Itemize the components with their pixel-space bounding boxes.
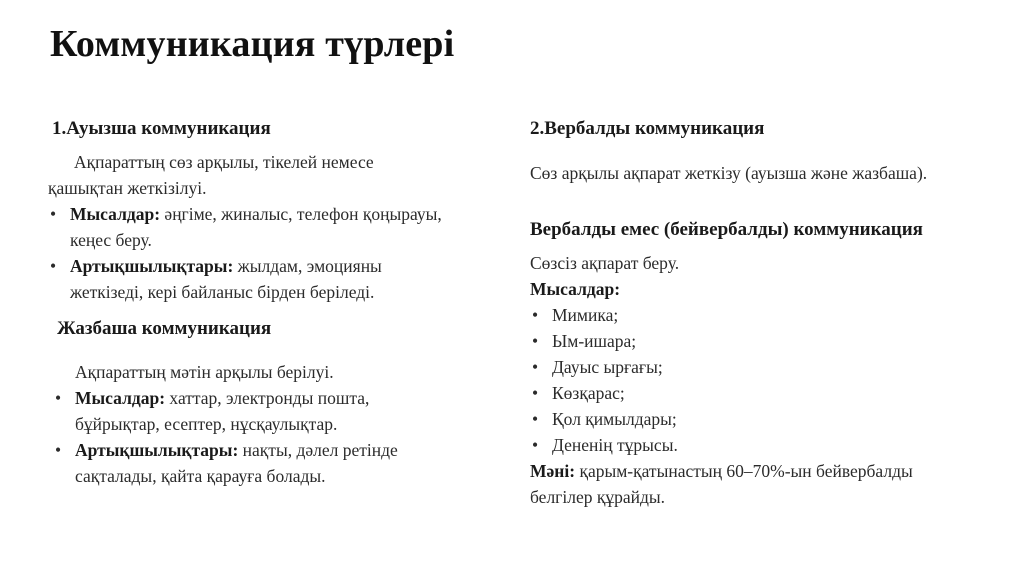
verbal-definition: Сөз арқылы ақпарат жеткізу (ауызша және жазбаша). xyxy=(530,163,928,183)
oral-block xyxy=(48,149,518,305)
written-examples-label: Мысалдар: xyxy=(75,388,166,408)
oral-examples-text: әңгіме, жиналыс, телефон қоңырауы, xyxy=(160,204,442,224)
nonverbal-item: • Дауыс ырғағы; xyxy=(530,354,1000,380)
nonverbal-item: • Мимика; xyxy=(530,302,1000,328)
oral-advantages-text: жылдам, эмоцияны xyxy=(233,256,382,276)
oral-advantages-item xyxy=(48,253,518,305)
oral-advantages-text-cont: жеткізеді, кері байланыс бірден беріледі. xyxy=(70,282,375,302)
written-advantages-label: Артықшылықтары: xyxy=(75,440,239,460)
written-advantages-item xyxy=(53,437,493,489)
nonverbal-meaning-label: Мәні: xyxy=(530,461,576,481)
written-examples-text-cont: бұйрықтар, есептер, нұсқаулықтар. xyxy=(75,414,338,434)
nonverbal-heading: Вербалды емес (бейвербалды) коммуникация xyxy=(530,219,923,240)
nonverbal-item: • Қол қимылдары; xyxy=(530,406,1000,432)
nonverbal-meaning-text: қарым-қатынастың 60–70%-ын бейвербалды xyxy=(575,461,913,481)
nonverbal-block xyxy=(530,250,1000,510)
oral-examples-item xyxy=(48,201,518,253)
oral-definition-line2: қашықтан жеткізілуі. xyxy=(48,178,207,198)
written-definition: Ақпараттың мәтін арқылы берілуі. xyxy=(75,362,334,382)
written-advantages-text-cont: сақталады, қайта қарауға болады. xyxy=(75,466,326,486)
nonverbal-examples-label: Мысалдар: xyxy=(530,279,621,299)
written-examples-item xyxy=(53,385,493,437)
slide-title: Коммуникация түрлері xyxy=(50,23,455,65)
oral-bullets xyxy=(48,201,518,305)
written-examples-text: хаттар, электронды пошта, xyxy=(165,388,370,408)
oral-definition-line1: Ақпараттың сөз арқылы, тікелей немесе xyxy=(74,152,374,172)
oral-advantages-label: Артықшылықтары: xyxy=(70,256,234,276)
written-bullets xyxy=(53,385,493,489)
written-advantages-text: нақты, дәлел ретінде xyxy=(238,440,398,460)
nonverbal-definition: Сөзсіз ақпарат беру. xyxy=(530,253,680,273)
oral-examples-label: Мысалдар: xyxy=(70,204,161,224)
nonverbal-item: • Көзқарас; xyxy=(530,380,1000,406)
written-block xyxy=(53,359,493,489)
nonverbal-item: • Дененің тұрысы. xyxy=(530,432,1000,458)
nonverbal-meaning-text-cont: белгілер құрайды. xyxy=(530,487,666,507)
nonverbal-list xyxy=(530,302,1000,458)
nonverbal-item: • Ым-ишара; xyxy=(530,328,1000,354)
oral-examples-text-cont: кеңес беру. xyxy=(70,230,152,250)
written-heading: Жазбаша коммуникация xyxy=(57,318,272,339)
oral-heading: 1.Ауызша коммуникация xyxy=(52,118,271,139)
verbal-heading: 2.Вербалды коммуникация xyxy=(530,118,765,139)
